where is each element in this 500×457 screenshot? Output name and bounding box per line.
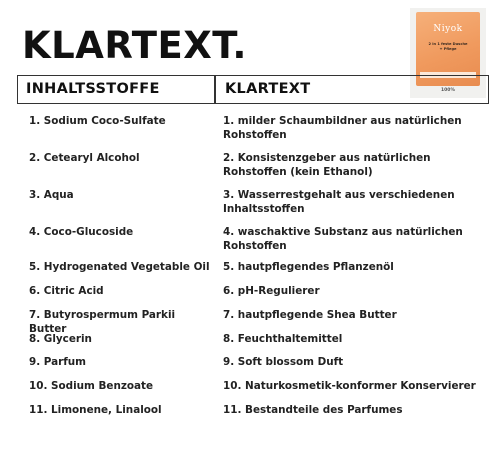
ingredient-cell: 9. Parfum [29,356,87,368]
table-header [17,75,489,104]
explanation-cell: 2. Konsistenzgeber aus natürlichen Rohstoffen (kein Ethanol) [223,152,431,178]
explanation-cell: 11. Bestandteile des Parfumes [223,404,403,416]
explanation-cell: 3. Wasserrestgehalt aus verschiedenen Inhaltsstoffen [223,189,455,215]
ingredient-cell: 2. Cetearyl Alcohol [29,152,140,164]
ingredient-cell: 11. Limonene, Linalool [29,404,162,416]
explanation-cell: 7. hautpflegende Shea Butter [223,309,397,321]
ingredient-cell: 1. Sodium Coco-Sulfate [29,115,166,127]
ingredient-cell: 7. Butyrospermum Parkii Butter [29,309,176,335]
header-ingredients: INHALTSSTOFFE [26,81,160,97]
product-brand: Niyok [433,24,463,34]
explanation-cell: 5. hautpflegendes Pflanzenöl [223,261,394,273]
ingredient-cell: 3. Aqua [29,189,74,201]
explanation-cell: 10. Naturkosmetik-konformer Konservierer [223,380,476,392]
ingredient-cell: 8. Glycerin [29,333,92,345]
explanation-cell: 9. Soft blossom Duft [223,356,344,368]
ingredient-cell: 10. Sodium Benzoate [29,380,154,392]
explanation-cell: 1. milder Schaumbildner aus natürlichen Rohstoffen [223,115,462,141]
header-klartext: KLARTEXT [225,81,311,97]
product-foot-label: 100% [441,88,455,93]
product-name-line2: + Pflege [439,47,457,51]
ingredient-cell: 5. Hydrogenated Vegetable Oil [29,261,210,273]
page-title: KLARTEXT. [22,24,247,67]
explanation-cell: 4. waschaktive Substanz aus natürlichen Rohstoffen [223,226,463,252]
ingredient-cell: 4. Coco-Glucoside [29,226,134,238]
product-name-line1: 2 in 1 feste Dusche [428,42,468,46]
explanation-cell: 6. pH-Regulierer [223,285,320,297]
ingredient-cell: 6. Citric Acid [29,285,104,297]
explanation-cell: 8. Feuchthaltemittel [223,333,343,345]
header-divider [214,76,216,103]
